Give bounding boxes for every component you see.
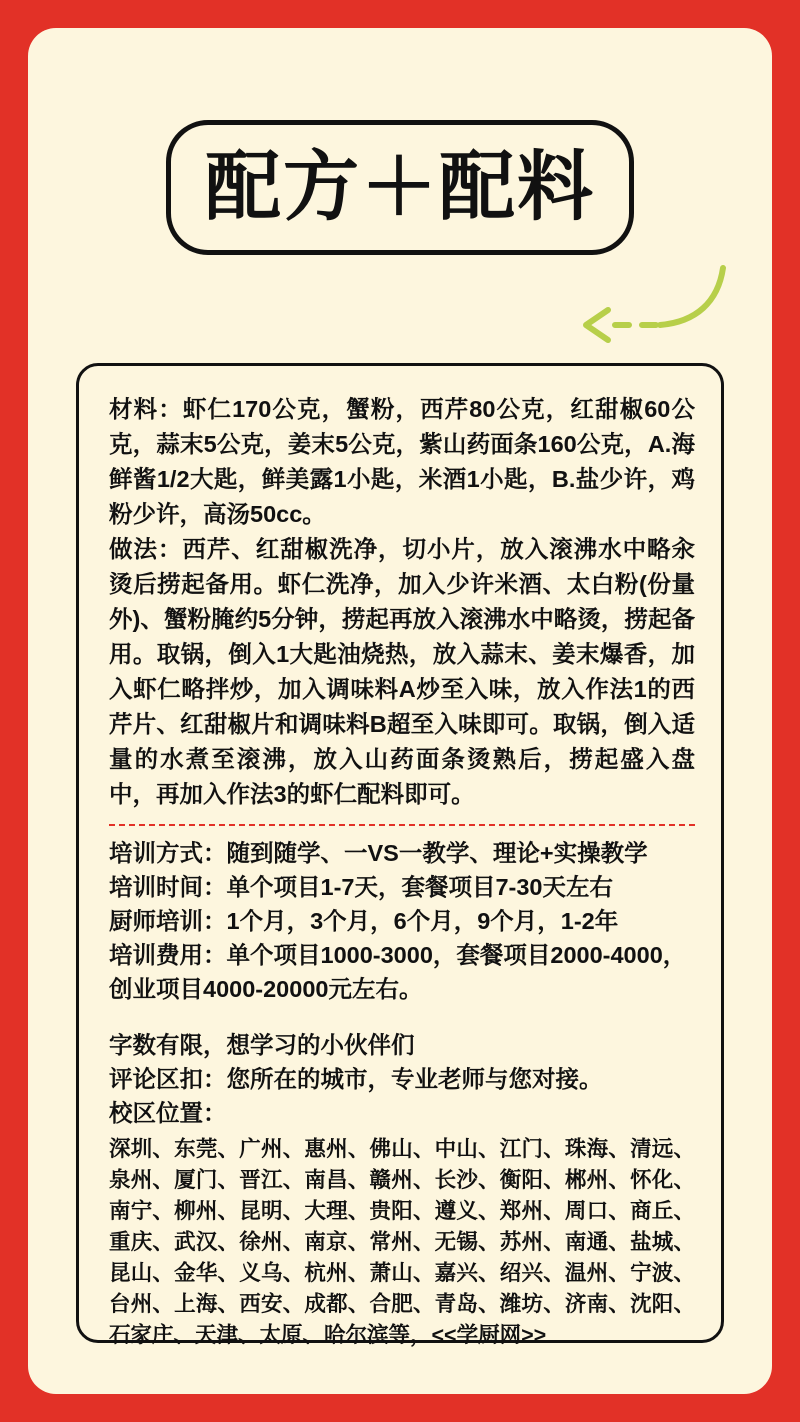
training-row [109, 870, 695, 904]
note-line-1: 字数有限，想学习的小伙伴们 [109, 1032, 415, 1058]
poster-card [28, 28, 772, 1394]
dashed-arrow-icon [568, 260, 728, 350]
training-value: 随到随学、一VS一教学、理论+实操教学 [226, 840, 648, 866]
training-label: 培训费用： [109, 942, 227, 968]
comment-label: 评论区扣： [109, 1066, 227, 1092]
training-value: 单个项目1-7天，套餐项目7-30天左右 [226, 874, 613, 900]
materials-label: 材料： [109, 396, 183, 422]
training-row [109, 836, 695, 870]
training-label: 培训方式： [109, 840, 227, 866]
comment-value: 您所在的城市，专业老师与您对接。 [226, 1066, 603, 1092]
method-label: 做法： [109, 536, 183, 562]
arrow-decoration [568, 260, 728, 350]
note-line-2 [109, 1062, 695, 1096]
campus-label: 校区位置： [109, 1100, 227, 1126]
training-row [109, 938, 695, 1006]
training-row [109, 904, 695, 938]
training-value: 1个月，3个月，6个月，9个月，1-2年 [226, 908, 619, 934]
dashed-divider [109, 824, 695, 826]
title-box [166, 120, 634, 255]
method-paragraph [109, 532, 695, 812]
training-label: 培训时间： [109, 874, 227, 900]
materials-paragraph [109, 392, 695, 532]
training-label: 厨师培训： [109, 908, 227, 934]
page-title: 配方＋配料 [205, 144, 595, 230]
city-list: 深圳、东莞、广州、惠州、佛山、中山、江门、珠海、清远、泉州、厦门、晋江、南昌、赣州、长沙、衡阳、郴州、怀化、南宁、柳州、昆明、大理、贵阳、遵义、郑州、周口、商丘、重庆、武汉、徐州、南京、常州、无锡、苏州、南通、盐城、昆山、金华、义乌、杭州、萧山、嘉兴、绍兴、温州、宁波、台州、上海、西安、成都、合肥、青岛、潍坊、济南、沈阳、石家庄、天津、太原、哈尔滨等，<<学厨网>> [109, 1137, 695, 1347]
training-value: 单个项目1000-3000，套餐项目2000-4000，创业项目4000-20000元左右。 [109, 942, 687, 1002]
title-container [166, 120, 634, 255]
method-text: 西芹、红甜椒洗净，切小片，放入滚沸水中略汆烫后捞起备用。虾仁洗净，加入少许米酒、太白粉(份量外)、蟹粉腌约5分钟，捞起再放入滚沸水中略烫，捞起备用。取锅，倒入1大匙油烧热，放入蒜末、姜末爆香，加入虾仁略拌炒，加入调味料A炒至入味，放入作法1的西芹片、红甜椒片和调味料B超至入味即可。取锅，倒入适量的水煮至滚沸，放入山药面条烫熟后，捞起盛入盘中，再加入作法3的虾仁配料即可。 [109, 536, 696, 807]
content-card [76, 363, 724, 1347]
section-spacer [109, 1006, 695, 1028]
materials-text: 虾仁170公克，蟹粉，西芹80公克，红甜椒60公克，蒜末5公克，姜末5公克，紫山药面条160公克，A.海鲜酱1/2大匙，鲜美露1小匙，米酒1小匙，B.盐少许，鸡粉少许，高汤50cc。 [109, 396, 695, 527]
